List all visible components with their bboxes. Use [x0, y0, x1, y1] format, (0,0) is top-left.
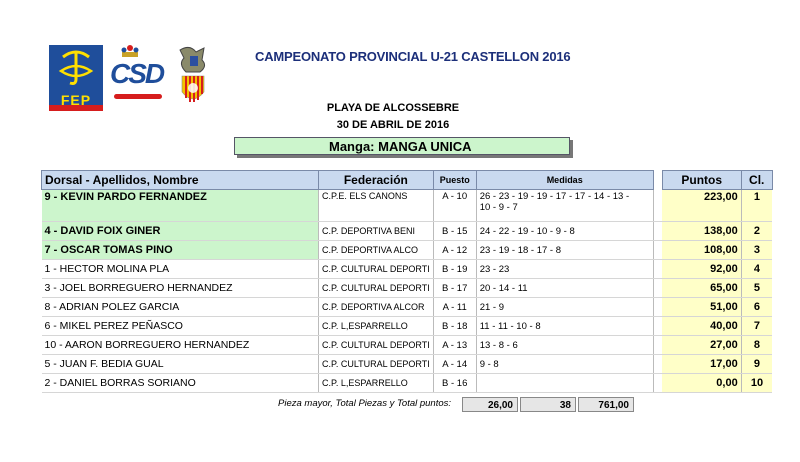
col-header-cl: Cl.: [741, 171, 772, 190]
puntos-cell: 92,00: [662, 260, 741, 279]
manga-label: Manga: MANGA UNICA: [329, 139, 472, 154]
puesto-cell: A - 14: [433, 355, 476, 374]
medidas-cell: 24 - 22 - 19 - 10 - 9 - 8: [476, 222, 653, 241]
totals-label: Pieza mayor, Total Piezas y Total puntos:: [278, 398, 452, 409]
header-gap: [653, 171, 662, 190]
medidas-cell: 11 - 11 - 10 - 8: [476, 317, 653, 336]
col-header-puesto: Puesto: [433, 171, 476, 190]
puntos-cell: 138,00: [662, 222, 741, 241]
row-gap: [653, 222, 662, 241]
dorsal-cell: 3 - JOEL BORREGUERO HERNANDEZ: [42, 279, 319, 298]
dorsal-cell: 10 - AARON BORREGUERO HERNANDEZ: [42, 336, 319, 355]
clasificacion-cell: 8: [741, 336, 772, 355]
location-label: PLAYA DE ALCOSSEBRE: [326, 102, 460, 114]
bat-crest-icon: [176, 44, 210, 110]
medidas-cell: 23 - 23: [476, 260, 653, 279]
puntos-cell: 108,00: [662, 241, 741, 260]
dorsal-cell: 7 - OSCAR TOMAS PINO: [42, 241, 319, 260]
table-row: [42, 336, 773, 355]
championship-title: CAMPEONATO PROVINCIAL U-21 CASTELLON 2016: [255, 49, 571, 64]
medidas-line: 26 - 23 - 19 - 19 - 17 - 17 - 14 - 13 -: [479, 191, 630, 202]
puesto-cell: A - 10: [433, 190, 476, 222]
federacion-cell: C.P. CULTURAL DEPORTI: [319, 336, 434, 355]
table-row: [42, 222, 773, 241]
row-gap: [653, 355, 662, 374]
row-gap: [653, 317, 662, 336]
col-header-dorsal: Dorsal - Apellidos, Nombre: [42, 171, 319, 190]
row-gap: [653, 374, 662, 393]
medidas-cell: 21 - 9: [476, 298, 653, 317]
puesto-cell: B - 17: [433, 279, 476, 298]
table-row: [42, 279, 773, 298]
dorsal-cell: 6 - MIKEL PEREZ PEÑASCO: [42, 317, 319, 336]
federacion-cell: C.P. L,ESPARRELLO: [319, 317, 434, 336]
federacion-cell: C.P. DEPORTIVA ALCO: [319, 241, 434, 260]
federation-crest-logo: [176, 44, 210, 110]
puesto-cell: A - 13: [433, 336, 476, 355]
federacion-cell: C.P. CULTURAL DEPORTI: [319, 279, 434, 298]
dorsal-cell: 1 - HECTOR MOLINA PLA: [42, 260, 319, 279]
pieza-mayor-value: 26,00: [462, 397, 518, 412]
col-header-puntos: Puntos: [662, 171, 741, 190]
clasificacion-cell: 4: [741, 260, 772, 279]
date-label: 30 DE ABRIL DE 2016: [336, 119, 450, 131]
dorsal-cell: 2 - DANIEL BORRAS SORIANO: [42, 374, 319, 393]
results-table: [41, 170, 773, 393]
table-row: [42, 190, 773, 222]
medidas-cell: [476, 374, 653, 393]
dorsal-cell: 8 - ADRIAN POLEZ GARCIA: [42, 298, 319, 317]
medidas-cell: 9 - 8: [476, 355, 653, 374]
medidas-cell: 20 - 14 - 11: [476, 279, 653, 298]
table-row: [42, 317, 773, 336]
clasificacion-cell: 9: [741, 355, 772, 374]
puntos-cell: 0,00: [662, 374, 741, 393]
crown-icon: [120, 44, 140, 58]
fish-hook-icon: [55, 49, 97, 89]
federacion-cell: C.P.E. ELS CANONS: [319, 190, 434, 222]
puesto-cell: B - 19: [433, 260, 476, 279]
puntos-cell: 17,00: [662, 355, 741, 374]
puntos-cell: 40,00: [662, 317, 741, 336]
row-gap: [653, 279, 662, 298]
total-piezas-value: 38: [520, 397, 576, 412]
table-row: [42, 374, 773, 393]
federacion-cell: C.P. CULTURAL DEPORTI: [319, 260, 434, 279]
clasificacion-cell: 7: [741, 317, 772, 336]
clasificacion-cell: 10: [741, 374, 772, 393]
csd-logo-underline: [114, 94, 162, 99]
puntos-cell: 65,00: [662, 279, 741, 298]
puntos-cell: 51,00: [662, 298, 741, 317]
federacion-cell: C.P. CULTURAL DEPORTI: [319, 355, 434, 374]
row-gap: [653, 336, 662, 355]
medidas-line: 10 - 9 - 7: [479, 202, 518, 213]
medidas-cell: [476, 190, 653, 222]
puesto-cell: A - 11: [433, 298, 476, 317]
table-row: [42, 241, 773, 260]
clasificacion-cell: 2: [741, 222, 772, 241]
col-header-medidas: Medidas: [476, 171, 653, 190]
table-row: [42, 298, 773, 317]
row-gap: [653, 260, 662, 279]
dorsal-cell: 5 - JUAN F. BEDIA GUAL: [42, 355, 319, 374]
manga-banner: [234, 137, 570, 155]
fep-logo-text: FEP: [60, 92, 92, 108]
table-row: [42, 260, 773, 279]
puesto-cell: B - 15: [433, 222, 476, 241]
federacion-cell: C.P. DEPORTIVA ALCOR: [319, 298, 434, 317]
clasificacion-cell: 1: [741, 190, 772, 222]
clasificacion-cell: 3: [741, 241, 772, 260]
total-puntos-value: 761,00: [578, 397, 634, 412]
csd-logo: [108, 44, 172, 110]
clasificacion-cell: 6: [741, 298, 772, 317]
medidas-cell: 13 - 8 - 6: [476, 336, 653, 355]
col-header-federacion: Federación: [319, 171, 434, 190]
puntos-cell: 223,00: [662, 190, 741, 222]
table-row: [42, 355, 773, 374]
row-gap: [653, 190, 662, 222]
puesto-cell: A - 12: [433, 241, 476, 260]
medidas-cell: 23 - 19 - 18 - 17 - 8: [476, 241, 653, 260]
puesto-cell: B - 16: [433, 374, 476, 393]
row-gap: [653, 241, 662, 260]
federacion-cell: C.P. DEPORTIVA BENI: [319, 222, 434, 241]
puntos-cell: 27,00: [662, 336, 741, 355]
clasificacion-cell: 5: [741, 279, 772, 298]
federacion-cell: C.P. L,ESPARRELLO: [319, 374, 434, 393]
dorsal-cell: 9 - KEVIN PARDO FERNANDEZ: [42, 190, 319, 222]
puesto-cell: B - 18: [433, 317, 476, 336]
table-header-row: [42, 171, 773, 190]
dorsal-cell: 4 - DAVID FOIX GINER: [42, 222, 319, 241]
row-gap: [653, 298, 662, 317]
csd-logo-text: CSD: [110, 58, 164, 89]
